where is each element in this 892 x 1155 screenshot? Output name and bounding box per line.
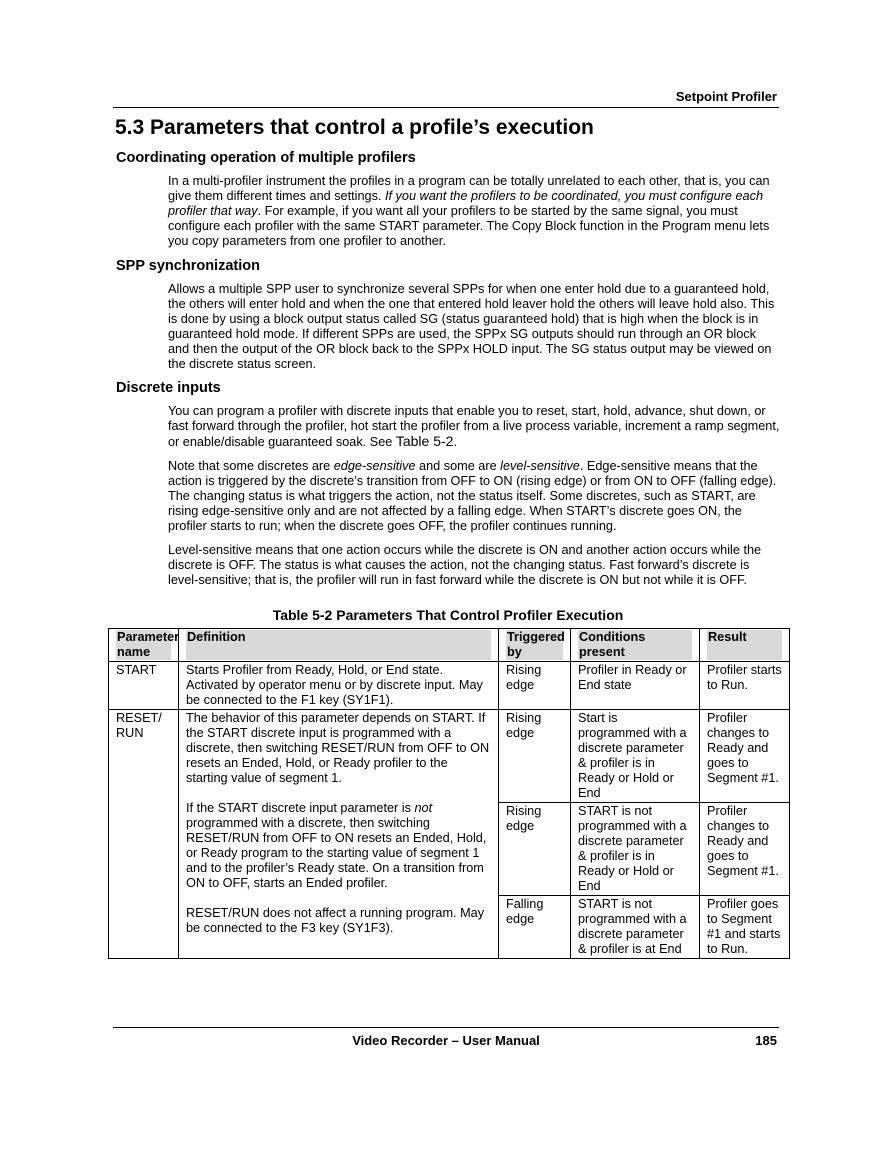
page-header-title: Setpoint Profiler: [675, 89, 777, 104]
footer-rule: [113, 1027, 779, 1028]
cell-trigger: Rising edge: [499, 662, 571, 710]
paragraph-gap: [186, 786, 491, 801]
header-label: Result: [707, 630, 782, 660]
section-title: 5.3 Parameters that control a profile’s execution: [115, 116, 594, 139]
text-run: Note that some discretes are: [168, 459, 334, 473]
text-run: . Edge-sensitive means that the action is triggered by the discrete’s transition from OFF to ON (rising edge) or from ON to OFF (falling edge). The changing status is what triggers the action, not the status itself. Some discretes, such as START, are rising edge-sensitive only and are not affected by a falling edge. When START’s discrete goes ON, the profiler starts to run; when the discrete goes OFF, the profiler continues running.: [168, 459, 777, 533]
cell-conditions: START is not programmed with a discrete parameter & profiler is in Ready or Hold or End: [571, 803, 700, 896]
header-label: Conditions present: [578, 630, 692, 660]
header-parameter-name: [109, 629, 179, 662]
text-run: programmed with a discrete, then switching RESET/RUN from OFF to ON resets an Ended, Hold, or Ready program to the starting value of segment 1 and to the profiler’s Ready state. On a transition from ON to OFF, starts an Ended profiler.: [186, 816, 487, 890]
paragraph-discrete-1: [168, 404, 780, 450]
emphasis-text: edge-sensitive: [333, 459, 416, 473]
text-run: If the START discrete input parameter is: [186, 801, 415, 815]
cell-param: START: [109, 662, 179, 710]
emphasis-text: not: [414, 801, 433, 815]
cell-result: Profiler changes to Ready and goes to Segment #1.: [700, 710, 790, 803]
text-run: and some are: [415, 459, 501, 473]
definition-paragraph: The behavior of this parameter depends on START. If the START discrete input is programmed with a discrete, then switching RESET/RUN from OFF to ON resets an Ended, Hold, or Ready profiler to the starting value of segment 1.: [186, 711, 490, 785]
cell-conditions: Start is programmed with a discrete parameter & profiler is in Ready or Hold or End: [571, 710, 700, 803]
paragraph-spp-sync: Allows a multiple SPP user to synchronize several SPPs for when one enter hold due to a guaranteed hold, the others will enter hold and when the one that entered hold leaver hold the others will leave hold also. This is done by using a block output status called SG (status guaranteed hold) that is high when the block is in guaranteed hold mode. If different SPPs are used, the SPPx SG outputs should run through an OR block and then the output of the OR block back to the SPPx HOLD input. The SG status output may be viewed on the discrete status screen.: [168, 282, 775, 371]
cell-param: RESET/ RUN: [109, 710, 179, 959]
paragraph-gap: [186, 891, 491, 906]
table-row: [109, 710, 790, 803]
header-label: Parameter name: [117, 630, 180, 659]
paragraph-discrete-3: Level-sensitive means that one action occurs while the discrete is ON and another action occurs while the discrete is OFF. The status is what causes the action, not the changing status. Fast forward’s discrete is level-sensitive; that is, the profiler will run in fast forward while the discrete is ON but not while it is OFF.: [168, 543, 762, 587]
cell-trigger: Falling edge: [499, 896, 571, 959]
cell-result: Profiler starts to Run.: [700, 662, 790, 710]
parameters-table: [108, 628, 790, 959]
table-reference-link[interactable]: Table 5-2: [395, 433, 454, 449]
header-triggered-by: [499, 629, 571, 662]
header-result: [700, 629, 790, 662]
table-caption: Table 5-2 Parameters That Control Profiler Execution: [272, 607, 624, 623]
cell-result: Profiler changes to Ready and goes to Segment #1.: [700, 803, 790, 896]
header-rule: [113, 107, 779, 108]
header-conditions-present: [571, 629, 700, 662]
table-row: [109, 662, 790, 710]
cell-conditions: Profiler in Ready or End state: [571, 662, 700, 710]
cell-trigger: Rising edge: [499, 710, 571, 803]
cell-definition: [179, 710, 499, 959]
header-label: Triggered by: [507, 630, 565, 659]
text-run: In a multi-profiler instrument the profiles in a program can be totally unrelated to each other, that is, you can give them different times and settings.: [168, 174, 770, 203]
text-run: .: [453, 435, 457, 449]
cell-result: Profiler goes to Segment #1 and starts to Run.: [700, 896, 790, 959]
heading-discrete-inputs: Discrete inputs: [116, 380, 221, 396]
header-label: Definition: [186, 630, 491, 660]
paragraph-discrete-2: [168, 459, 780, 534]
header-definition: [179, 629, 499, 662]
table-header-row: [109, 629, 790, 662]
definition-paragraph: RESET/RUN does not affect a running program. May be connected to the F3 key (SY1F3).: [186, 906, 485, 935]
cell-definition: Starts Profiler from Ready, Hold, or End state. Activated by operator menu or by discrete input. May be connected to the F1 key (SY1F1).: [179, 662, 499, 710]
emphasis-text: If you want the profilers to be coordinated, you must configure each profiler that way: [168, 189, 764, 218]
paragraph-coordinating: [168, 174, 780, 249]
page-number: 185: [755, 1033, 777, 1048]
text-run: . For example, if you want all your profilers to be started by the same signal, you must configure each profiler with the same START parameter. The Copy Block function in the Program menu lets you copy parameters from one profiler to another.: [168, 204, 770, 248]
definition-paragraph: [186, 801, 491, 891]
cell-conditions: START is not programmed with a discrete parameter & profiler is at End: [571, 896, 700, 959]
text-run: You can program a profiler with discrete inputs that enable you to reset, start, hold, advance, shut down, or fast forward through the profiler, hot start the profiler from a live process variable, increment a ramp segment, or enable/disable guaranteed soak. See: [168, 404, 780, 449]
footer-title: Video Recorder – User Manual: [352, 1033, 540, 1048]
heading-spp-sync: SPP synchronization: [116, 258, 260, 274]
heading-coordinating: Coordinating operation of multiple profilers: [116, 150, 416, 166]
cell-trigger: Rising edge: [499, 803, 571, 896]
emphasis-text: level-sensitive: [500, 459, 580, 473]
